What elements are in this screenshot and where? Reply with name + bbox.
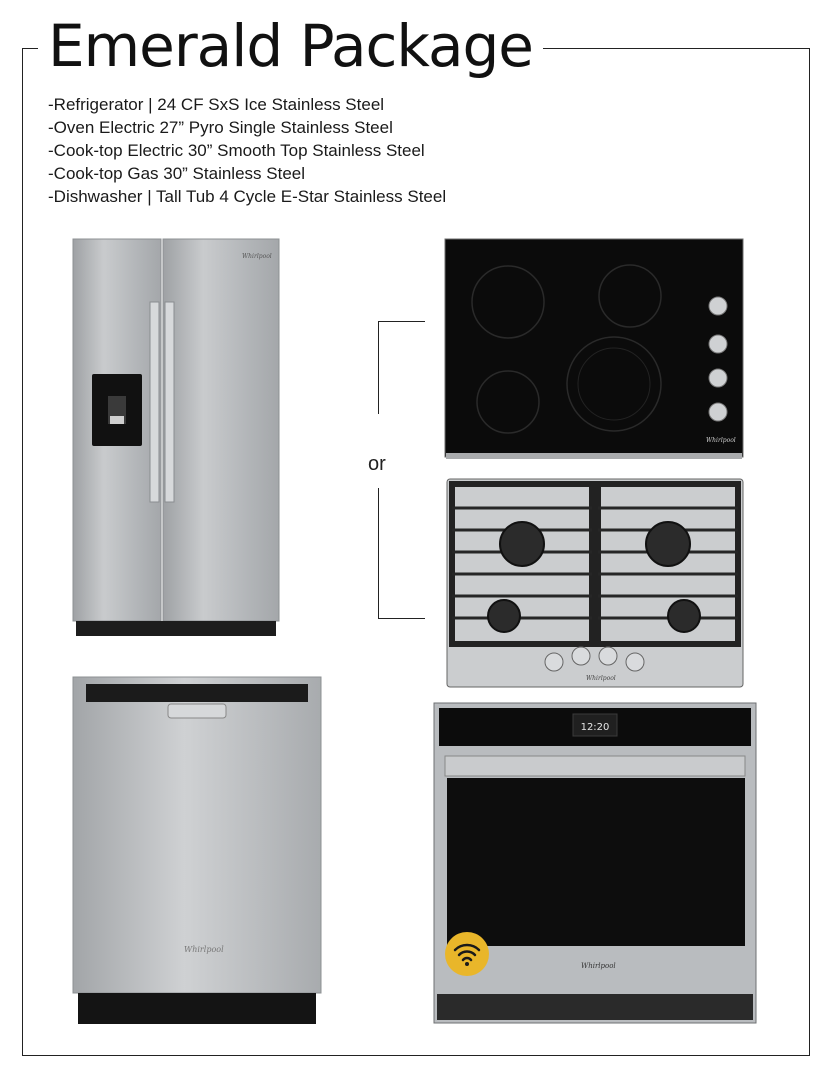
dishwasher-brand-logo: Whirlpool [184, 945, 224, 954]
spec-line-gas-cooktop: -Cook-top Gas 30” Stainless Steel [48, 164, 306, 183]
or-label: or [368, 453, 386, 475]
oven-brand-logo: Whirlpool [581, 962, 616, 970]
bracket-bottom [378, 488, 425, 619]
gas-cooktop-brand-logo: Whirlpool [586, 675, 616, 682]
oven-clock-display: 12:20 [580, 722, 610, 733]
spec-list [48, 93, 446, 208]
electric-cooktop-brand-logo: Whirlpool [706, 437, 736, 444]
page-title: Emerald Package [38, 6, 543, 86]
wall-oven-image [433, 702, 757, 1026]
dishwasher-image [72, 676, 322, 1026]
wifi-badge [445, 932, 489, 976]
refrigerator-brand-logo: Whirlpool [242, 253, 272, 260]
spec-line-oven: -Oven Electric 27” Pyro Single Stainless Steel [48, 118, 393, 137]
refrigerator-image [72, 238, 280, 638]
spec-line-refrigerator: -Refrigerator | 24 CF SxS Ice Stainless Steel [48, 95, 385, 114]
spec-line-electric-cooktop: -Cook-top Electric 30” Smooth Top Stainless Steel [48, 141, 425, 160]
bracket-top [378, 321, 425, 414]
spec-line-dishwasher: -Dishwasher | Tall Tub 4 Cycle E-Star Stainless Steel [48, 187, 447, 206]
gas-cooktop-image [446, 478, 744, 690]
electric-cooktop-image [444, 238, 744, 460]
